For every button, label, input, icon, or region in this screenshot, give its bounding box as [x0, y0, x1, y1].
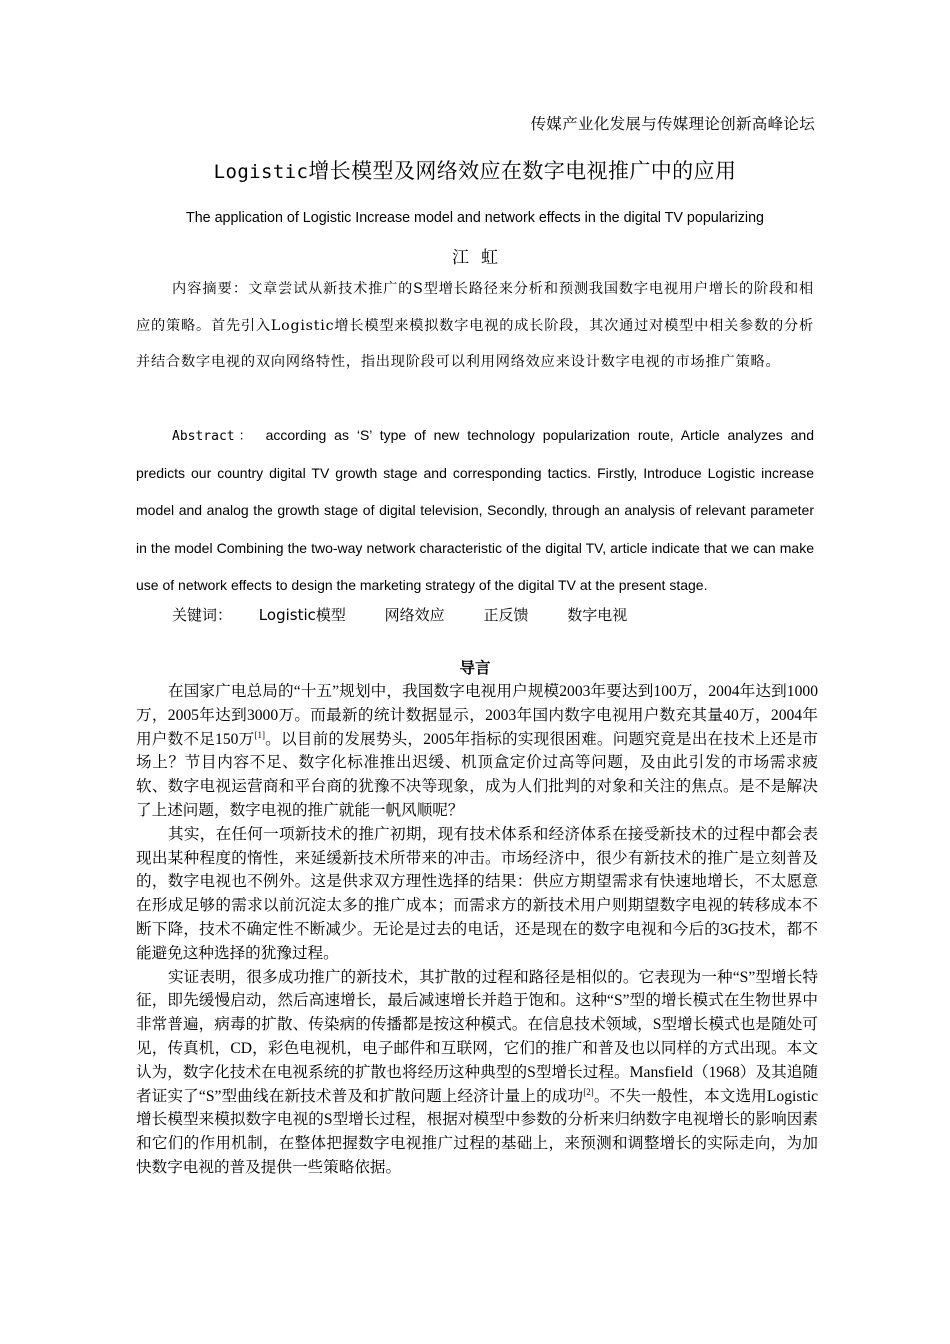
- abstract-cn-label: 内容摘要：: [172, 281, 249, 297]
- keyword-item: 数字电视: [567, 606, 628, 624]
- section-heading: 导言: [459, 659, 491, 677]
- body-text: [136, 680, 818, 1180]
- paper-title-en: The application of Logistic Increase model and network effects in the digital TV popularizing: [185, 210, 765, 226]
- citation-ref: [2]: [583, 1086, 594, 1097]
- author-name: 江虹: [452, 248, 510, 268]
- keyword-item: 网络效应: [384, 606, 445, 624]
- paragraph-text: 在国家广电总局的“十五”规划中，我国数字电视用户规模2003年要达到100万，2004年达到1000万，2005年达到3000万。而最新的统计数据显示，2003年国内数字电视用户数充其量40万，2004年用户数不足150万: [136, 683, 818, 748]
- abstract-cn-text: 文章尝试从新技术推广的S型增长路径来分析和预测我国数字电视用户增长的阶段和相应的策略。首先引入Logistic增长模型来模拟数字电视的成长阶段，其次通过对模型中相关参数的分析并结合数字电视的双向网络特性，指出现阶段可以利用网络效应来设计数字电视的市场推广策略。: [136, 281, 814, 370]
- forum-header: 传媒产业化发展与传媒理论创新高峰论坛: [530, 115, 815, 133]
- abstract-en: [136, 417, 814, 604]
- keyword-item: 正反馈: [483, 606, 529, 624]
- paragraph-text: 。不失一般性，本文选用Logistic增长模型来模拟数字电视的S型增长过程，根据对模型中参数的分析来归纳数字电视增长的影响因素和它们的作用机制，在整体把握数字电视推广过程的基础上，来预测和调整增长的实际走向，为加快数字电视的普及提供一些策略依据。: [136, 1087, 818, 1176]
- abstract-en-text: according as ‘S’ type of new technology popularization route, Article analyzes and predicts our country digital TV growth stage and corresponding tactics. Firstly, Introduce Logistic increase model and analog the growth stage of digital television, Secondly, through an analysis of relevant parameter in the model Combining the two-way network characteristic of the digital TV, article indicate that we can make use of network effects to design the marketing strategy of the digital TV at the present stage.: [136, 427, 814, 593]
- abstract-en-label: Abstract：: [172, 429, 256, 444]
- paper-title-cn: [0, 155, 950, 185]
- paragraph: [136, 680, 818, 823]
- keywords: [172, 604, 812, 625]
- abstract-cn: [136, 271, 814, 381]
- title-cn-latin: Logistic: [213, 161, 309, 183]
- keyword-item: Logistic模型: [258, 606, 346, 624]
- title-cn-rest: 增长模型及网络效应在数字电视推广中的应用: [308, 159, 737, 183]
- citation-ref: [1]: [254, 729, 265, 740]
- paragraph-text: 。以目前的发展势头，2005年指标的实现很困难。问题究竟是出在技术上还是市场上？节目内容不足、数字化标准推出迟缓、机顶盒定价过高等问题，及由此引发的市场需求疲软、数字电视运营商和平台商的犹豫不决等现象，成为人们批判的对象和关注的焦点。是不是解决了上述问题，数字电视的推广就能一帆风顺呢？: [136, 730, 818, 819]
- paragraph: 其实，在任何一项新技术的推广初期，现有技术体系和经济体系在接受新技术的过程中都会表现出某种程度的惰性，来延缓新技术所带来的冲击。市场经济中，很少有新技术的推广是立刻普及的，数字电视也不例外。这是供求双方理性选择的结果：供应方期望需求有快速地增长，不太愿意在形成足够的需求以前沉淀太多的推广成本；而需求方的新技术用户则期望数字电视的转移成本不断下降，技术不确定性不断减少。无论是过去的电话，还是现在的数字电视和今后的3G技术，都不能避免这种选择的犹豫过程。: [136, 825, 818, 962]
- keywords-label: 关键词：: [172, 606, 233, 624]
- paragraph-text: 实证表明，很多成功推广的新技术，其扩散的过程和路径是相似的。它表现为一种“S”型增长特征，即先缓慢启动，然后高速增长，最后减速增长并趋于饱和。这种“S”型的增长模式在生物世界中非常普遍，病毒的扩散、传染病的传播都是按这种模式。在信息技术领域，S型增长模式也是随处可见，传真机，CD，彩色电视机，电子邮件和互联网，它们的推广和普及也以同样的方式出现。本文认为，数字化技术在电视系统的扩散也将经历这种典型的S型增长过程。Mansfield（1968）及其追随者证实了“S”型曲线在新技术普及和扩散问题上经济计量上的成功: [136, 968, 818, 1105]
- paragraph: [136, 966, 818, 1180]
